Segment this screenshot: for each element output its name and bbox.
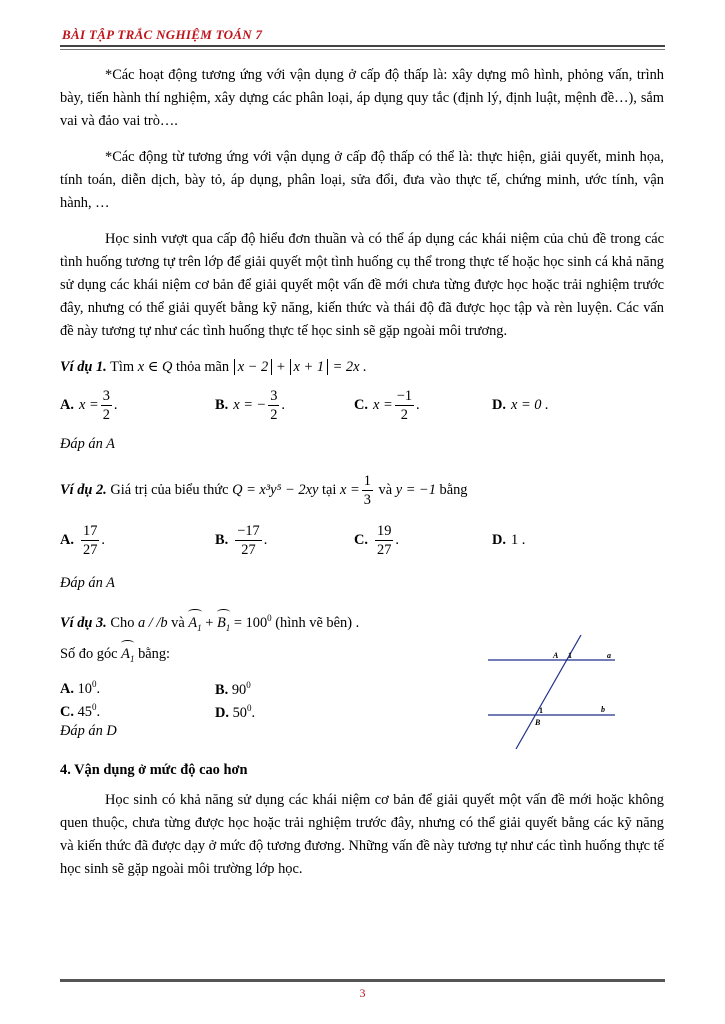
example-1-plus: + [273, 359, 289, 375]
example-1-condition: x ∈ Q [137, 359, 173, 375]
option-fraction: $\frac{-1}{2}$ [396, 387, 413, 423]
example-2-x-fraction: $\frac{1}{3}$ [363, 472, 371, 508]
footer-rule [60, 979, 665, 982]
header-rule [60, 45, 665, 47]
example-2-option-a[interactable]: A. $\frac{17}{27}$ . [60, 522, 105, 558]
option-fraction: $\frac{3}{2}$ [102, 387, 110, 423]
example-1-question [60, 356, 664, 379]
example-1-abs-1: x − 2 [234, 359, 273, 375]
example-1-option-a[interactable]: A. x = $\frac{3}{2}$ . [60, 387, 118, 423]
option-letter: D. [492, 531, 506, 548]
example-1-abs-2: x + 1 [290, 359, 329, 375]
example-1-option-c[interactable]: C. x = $\frac{-1}{2}$ . [354, 387, 420, 423]
example-3-text-2: và [167, 614, 189, 631]
header-rule-thin [60, 49, 665, 50]
option-letter: A. [60, 531, 74, 548]
option-letter: D. [492, 396, 506, 413]
option-letter: B. [215, 531, 229, 548]
example-2-option-d[interactable] [492, 514, 525, 566]
option-letter: C. [354, 531, 368, 548]
option-fraction: $\frac{3}{2}$ [270, 387, 278, 423]
example-1-options [60, 379, 664, 431]
example-2-text-4: bằng [439, 481, 468, 498]
page-number: 3 [359, 986, 366, 1000]
example-1-answer: Đáp án A [60, 436, 115, 452]
example-3-option-c[interactable]: C. $45^0$. [60, 702, 101, 721]
option-value: x = 0 . [511, 396, 549, 413]
example-2-text-3: và [378, 481, 393, 498]
example-3-text: Cho [106, 614, 138, 631]
option-lhs: x = [373, 396, 393, 413]
angle-b1: $B_1$ [217, 612, 230, 640]
option-letter: B. [215, 396, 229, 413]
parallel-lines-figure [483, 633, 623, 753]
paragraph-application-description: Học sinh vượt qua cấp độ hiểu đơn thuần và có thể áp dụng các khái niệm của chủ đề trong các tình huống tương tự trên lớp để giải quyết một tình huống cụ thể trong thực tế hoặc học sinh cá khả năng sử dụng các khái niệm cơ bản để giải quyết một vấn đề mới chưa từng được học hoặc trải nghiệm trước đây, nhưng có thể giải quyết bằng kỹ năng, kiến thức và thái độ đã được học tập và rèn luyện. Các vấn đề này tương tự như các tình huống thực tế học sinh sẽ gặp ngoài môi trương. [60, 231, 664, 339]
example-2-label: Ví dụ 2. [60, 481, 107, 498]
section-4-title: 4. Vận dụng ở mức độ cao hơn [60, 761, 248, 778]
option-lhs: x = − [233, 396, 267, 413]
example-3-option-b[interactable]: B. $90^0$ [215, 679, 251, 698]
example-2-question [60, 470, 664, 510]
example-3-sum: = 100 [230, 614, 268, 631]
example-2-text: Giá trị của biểu thức [110, 481, 229, 498]
example-1-text-2: thỏa mãn [172, 359, 233, 375]
example-2-option-c[interactable]: C. $\frac{19}{27}$ . [354, 522, 399, 558]
example-2-text-2: tại [322, 481, 337, 498]
example-3-text-3: (hình vẽ bên) . [271, 614, 360, 631]
example-3-option-a[interactable]: A. $10^0$. [60, 679, 101, 698]
section-4-paragraph: Học sinh có khả năng sử dụng các khái niệm cơ bản để giải quyết một vấn đề mới hoặc không quen thuộc, chưa từng được học hoặc trải nghiệm trước đây, nhưng có thể giải quyết bằng các kỹ năng và kiến thức đã được dạy ở mức độ tương đương. Những vấn đề này tương tự như các tình huống thực tế học sinh sẽ gặp ngoài môi trường lớp học. [60, 791, 665, 877]
example-1-label: Ví dụ 1. [60, 359, 107, 375]
option-fraction: $\frac{19}{27}$ [377, 522, 392, 558]
example-1-option-b[interactable]: B. x = − $\frac{3}{2}$ . [215, 387, 286, 423]
example-2-option-b[interactable]: B. $\frac{-17}{27}$ . [215, 522, 268, 558]
example-3-q-text: Số đo góc [60, 645, 122, 662]
label-B: B [535, 718, 541, 727]
option-value: 1 . [511, 531, 526, 548]
example-3-answer: Đáp án D [60, 722, 117, 739]
example-3-q-text-2: bằng: [134, 645, 171, 662]
page-header-title: BÀI TẬP TRẮC NGHIỆM TOÁN 7 [62, 27, 263, 42]
example-2-options [60, 514, 664, 566]
option-fraction: $\frac{-17}{27}$ [237, 522, 260, 558]
example-3-question: Ví dụ 3. Cho a / /b và $A_1 + B_1 = 100^0$ (hình vẽ bên) . [60, 607, 664, 640]
page-content [60, 64, 664, 881]
option-lhs: x = [79, 396, 99, 413]
example-1-rhs: = 2x . [329, 359, 367, 375]
label-b: b [601, 705, 605, 714]
option-letter: C. [354, 396, 368, 413]
label-a: a [607, 651, 611, 660]
angle-a1: $A_1$ [188, 612, 201, 640]
paragraph-low-level-activities: *Các hoạt động tương ứng với vận dụng ở cấp độ thấp là: xây dựng mô hình, phỏng vấn, trình bày, tiến hành thí nghiệm, xây dựng các phân loại, áp dụng quy tắc (định lý, định luật, mệnh đề…), sắm vai và đảo vai trò…. [60, 67, 664, 129]
example-2-y-eq: y = −1 [395, 481, 436, 498]
example-1-text: Tìm [106, 359, 138, 375]
label-1-top: 1 [568, 651, 572, 660]
example-1-option-d[interactable] [492, 379, 549, 431]
example-2-x-eq: x = [340, 481, 360, 498]
label-A: A [553, 651, 559, 660]
paragraph-low-level-verbs: *Các động từ tương ứng với vận dụng ở cấp độ thấp có thể là: thực hiện, giải quyết, minh họa, tính toán, diễn dịch, bày tỏ, áp dụng, phân loại, sửa đổi, đưa vào thực tế, chứng minh, ước tính, vận hành, … [60, 149, 664, 211]
example-2-expression: Q = x³y⁵ − 2xy [232, 481, 319, 498]
example-2-answer: Đáp án A [60, 575, 115, 591]
angle-a1-query: $A_1$ [121, 643, 134, 671]
label-1-bottom: 1 [539, 706, 543, 715]
option-fraction: $\frac{17}{27}$ [83, 522, 98, 558]
example-3-label: Ví dụ 3. [60, 614, 107, 631]
example-3-option-d[interactable]: D. $50^0$. [215, 702, 256, 721]
option-letter: A. [60, 396, 74, 413]
example-3-parallel: a / /b [137, 614, 168, 631]
